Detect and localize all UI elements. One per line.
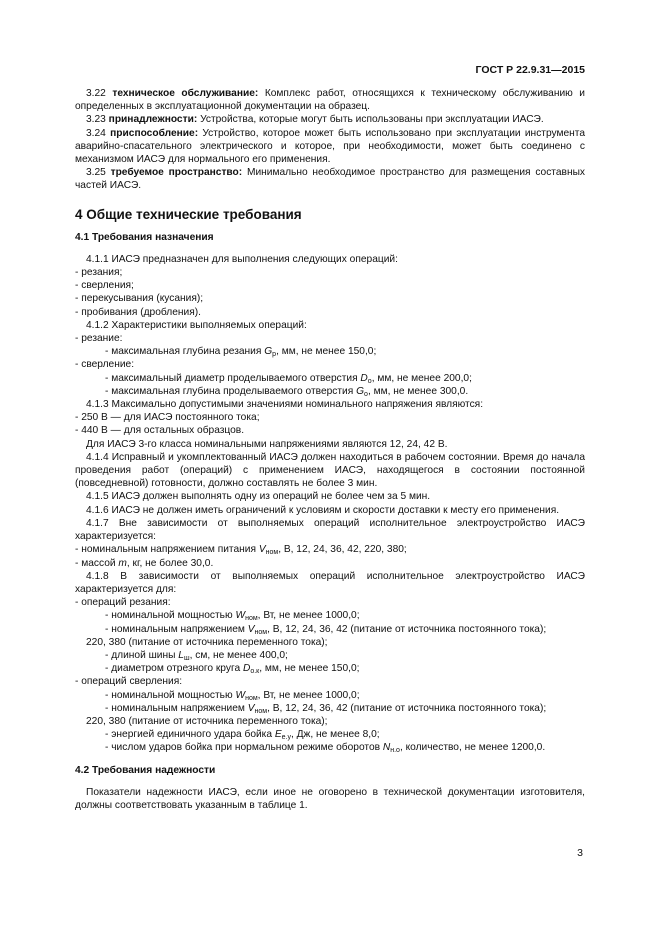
list-item: - номинальной мощностью $W_{ном}$, Вт, не менее 1000,0;	[105, 689, 360, 702]
term-3-25: 3.25 требуемое пространство: Минимально необходимое пространство для размещения составных частей ИАСЭ.	[75, 167, 585, 192]
list-item: - номинальным напряжением $V_{ном}$, В, 12, 24, 36, 42 (питание от источника постоянного тока);	[105, 623, 547, 636]
list-item: - номинальным напряжением питания $V_{ном}$, В, 12, 24, 36, 42, 220, 380;	[75, 544, 407, 557]
section-title: 4 Общие технические требования	[75, 206, 302, 222]
term-3-22: 3.22 техническое обслуживание: Комплекс работ, относящихся к техническому обслуживанию и определенных в эксплуатационной документации на образец.	[75, 88, 585, 113]
subsection-title: 4.1 Требования назначения	[75, 231, 214, 243]
doc-code-header: ГОСТ Р 22.9.31—2015	[475, 64, 585, 76]
list-item: 220, 380 (питание от источника переменного тока);	[86, 636, 328, 648]
list-item: - сверление:	[75, 359, 135, 371]
paragraph: 4.1.3 Максимально допустимыми значениями номинального напряжения являются:	[86, 399, 484, 411]
list-item: - длиной шины $L_ш$, см, не менее 400,0;	[105, 649, 288, 662]
paragraph: 4.1.2 Характеристики выполняемых операций:	[86, 319, 307, 331]
list-item: - массой m, кг, не более 30,0.	[75, 557, 214, 569]
list-item: - максимальный диаметр проделываемого отверстия $D_о$, мм, не менее 200,0;	[105, 372, 472, 385]
paragraph: 4.1.4 Исправный и укомплектованный ИАСЭ должен находиться в рабочем состоянии. Время до начала проведения работ (операций) с применением ИАСЭ, находящегося в состоянии постоянной (повседневной) готовности, должно составлять не более 3 мин.	[75, 451, 585, 490]
list-item: - операций сверления:	[75, 676, 183, 688]
list-item: - энергией единичного удара бойка $E_{е.у}$, Дж, не менее 8,0;	[105, 729, 380, 742]
list-item: - 440 В — для остальных образцов.	[75, 425, 245, 437]
paragraph: Для ИАСЭ 3-го класса номинальными напряжениями являются 12, 24, 42 В.	[86, 438, 448, 450]
paragraph: 4.1.6 ИАСЭ не должен иметь ограничений к условиям и скорости доставки к месту его применения.	[86, 504, 560, 516]
list-item: - сверления;	[75, 280, 134, 292]
list-item: - резание:	[75, 333, 123, 345]
list-item: - резания;	[75, 267, 123, 279]
subsection-title: 4.2 Требования надежности	[75, 764, 216, 776]
list-item: - числом ударов бойка при нормальном режиме оборотов $N_{н.о}$, количество, не менее 1200,0.	[105, 742, 546, 755]
list-item: - номинальной мощностью $W_{ном}$, Вт, не менее 1000,0;	[105, 610, 360, 623]
paragraph: 4.1.8 В зависимости от выполняемых операций исполнительное электроустройство ИАСЭ характеризуется для:	[75, 570, 585, 595]
list-item: - диаметром отрезного круга $D_{о.к}$, мм, не менее 150,0;	[105, 663, 360, 676]
list-item: - максимальная глубина проделываемого отверстия $G_о$, мм, не менее 300,0.	[105, 385, 469, 398]
term-3-24: 3.24 приспособление: Устройство, которое может быть использовано при эксплуатации инструмента аварийно-спасательного электрического и которое, при необходимости, может быть соединено с механизмом ИАСЭ для нормального его применения.	[75, 127, 585, 166]
document-body	[75, 87, 585, 812]
paragraph: Показатели надежности ИАСЭ, если иное не оговорено в технической документации изготовителя, должны соответствовать указанным в таблице 1.	[75, 786, 585, 811]
list-item: - перекусывания (кусания);	[75, 293, 204, 305]
list-item: - 250 В — для ИАСЭ постоянного тока;	[75, 412, 260, 424]
list-item: - номинальным напряжением $V_{ном}$, В, 12, 24, 36, 42 (питание от источника постоянного тока);	[105, 702, 547, 715]
page-number: 3	[577, 847, 583, 859]
paragraph: 4.1.5 ИАСЭ должен выполнять одну из операций не более чем за 5 мин.	[86, 491, 431, 503]
paragraph: 4.1.1 ИАСЭ предназначен для выполнения следующих операций:	[86, 253, 398, 265]
term-3-23: 3.23 принадлежности: Устройства, которые могут быть использованы при эксплуатации ИАСЭ.	[86, 114, 544, 126]
list-item: - максимальная глубина резания $G_р$, мм, не менее 150,0;	[105, 346, 377, 359]
list-item: - операций резания:	[75, 597, 171, 609]
paragraph: 4.1.7 Вне зависимости от выполняемых операций исполнительное электроустройство ИАСЭ характеризуется:	[75, 517, 585, 543]
list-item: - пробивания (дробления).	[75, 306, 201, 318]
list-item: 220, 380 (питание от источника переменного тока);	[86, 715, 328, 727]
